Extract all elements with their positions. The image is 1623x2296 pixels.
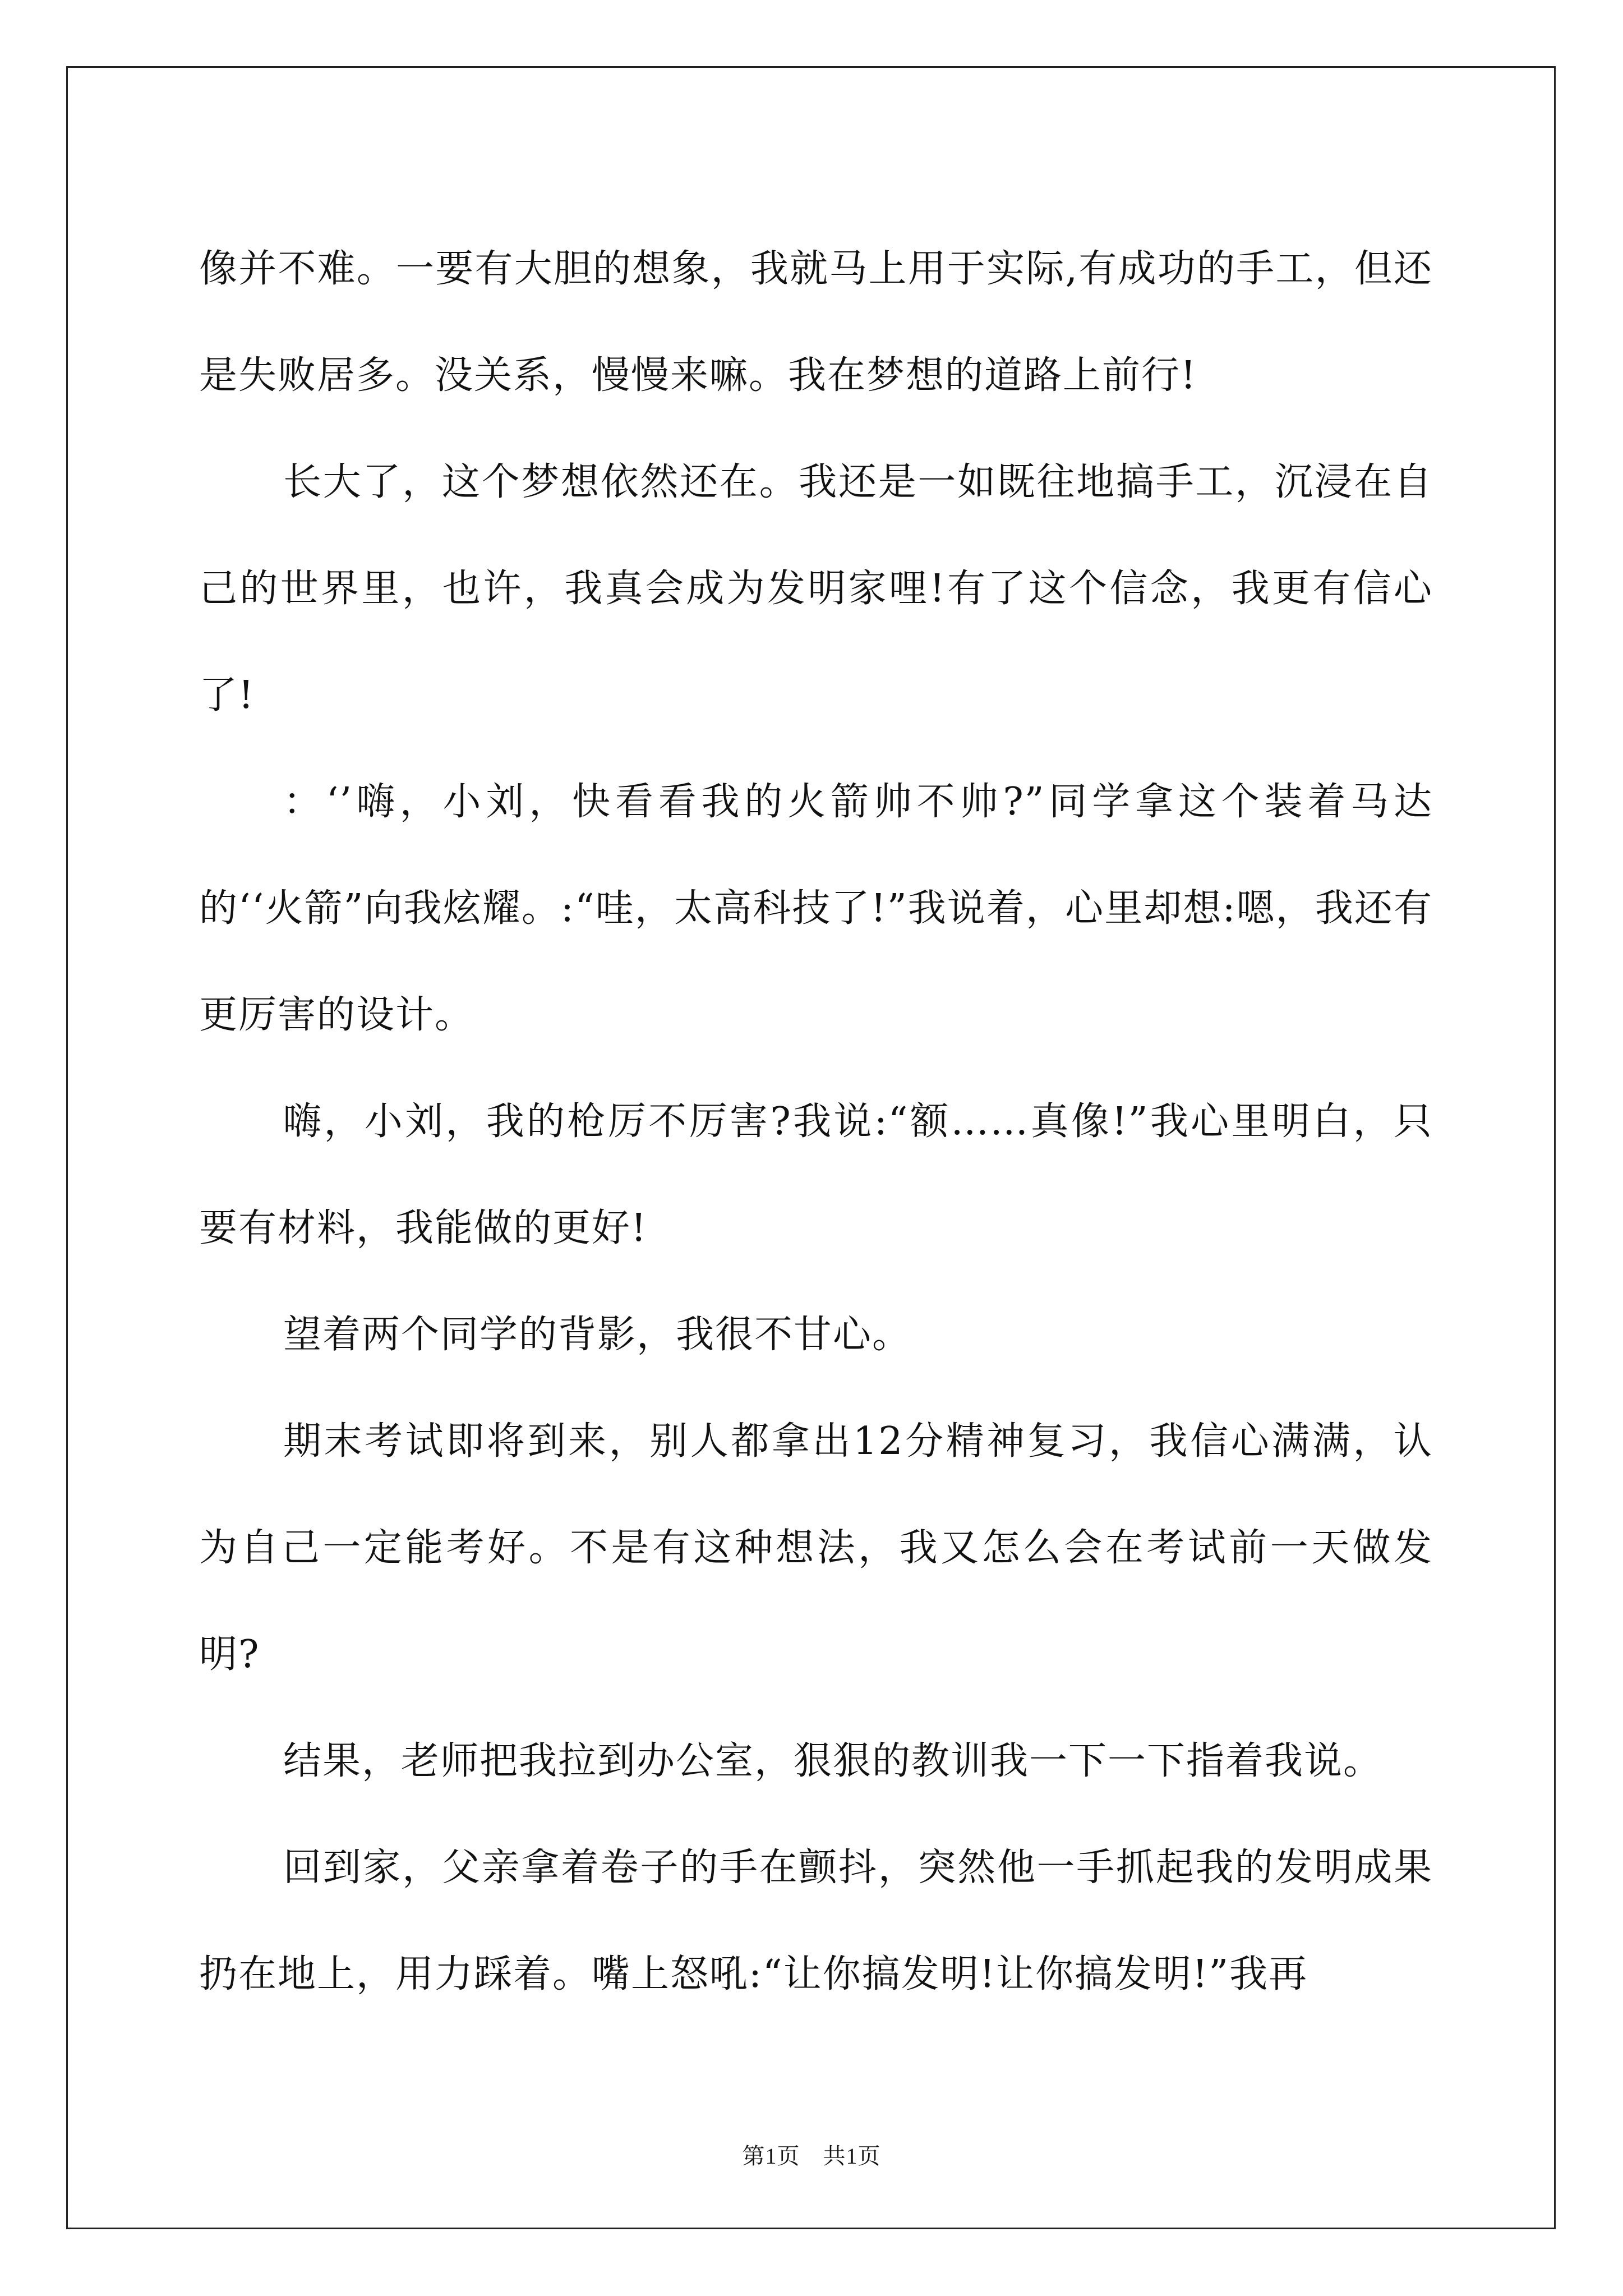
paragraph-1: 像并不难。一要有大胆的想象，我就马上用于实际,有成功的手工，但还是失败居多。没关系，慢慢来嘛。我在梦想的道路上前行!: [199, 247, 1433, 398]
paragraph-7: 结果，老师把我拉到办公室，狠狠的教训我一下一下指着我说。: [283, 1739, 1383, 1783]
paragraph-4: 嗨，小刘，我的枪厉不厉害?我说:“额……真像!”我心里明白，只要有材料，我能做的更好!: [199, 1099, 1433, 1250]
paragraph-3: ：‘’嗨，小刘，快看看我的火箭帅不帅?”同学拿这个装着马达的‘‘火箭”向我炫耀。:“哇，太高科技了!”我说着，心里却想:嗯，我还有更厉害的设计。: [199, 780, 1433, 1037]
paragraph-6: 期末考试即将到来，别人都拿出12分精神复习，我信心满满，认为自己一定能考好。不是有这种想法，我又怎么会在考试前一天做发明?: [199, 1419, 1433, 1677]
page-number-footer: 第1页 共1页: [742, 2143, 881, 2169]
document-body: [199, 216, 1433, 2028]
paragraph-5: 望着两个同学的背影，我很不甘心。: [283, 1313, 912, 1357]
paragraph-8: 回到家，父亲拿着卷子的手在颤抖，突然他一手抓起我的发明成果扔在地上，用力踩着。嘴上怒吼:“让你搞发明!让你搞发明!”我再: [199, 1846, 1433, 1996]
paragraph-2: 长大了，这个梦想依然还在。我还是一如既往地搞手工，沉浸在自己的世界里，也许，我真会成为发明家哩!有了这个信念，我更有信心了!: [199, 460, 1433, 717]
